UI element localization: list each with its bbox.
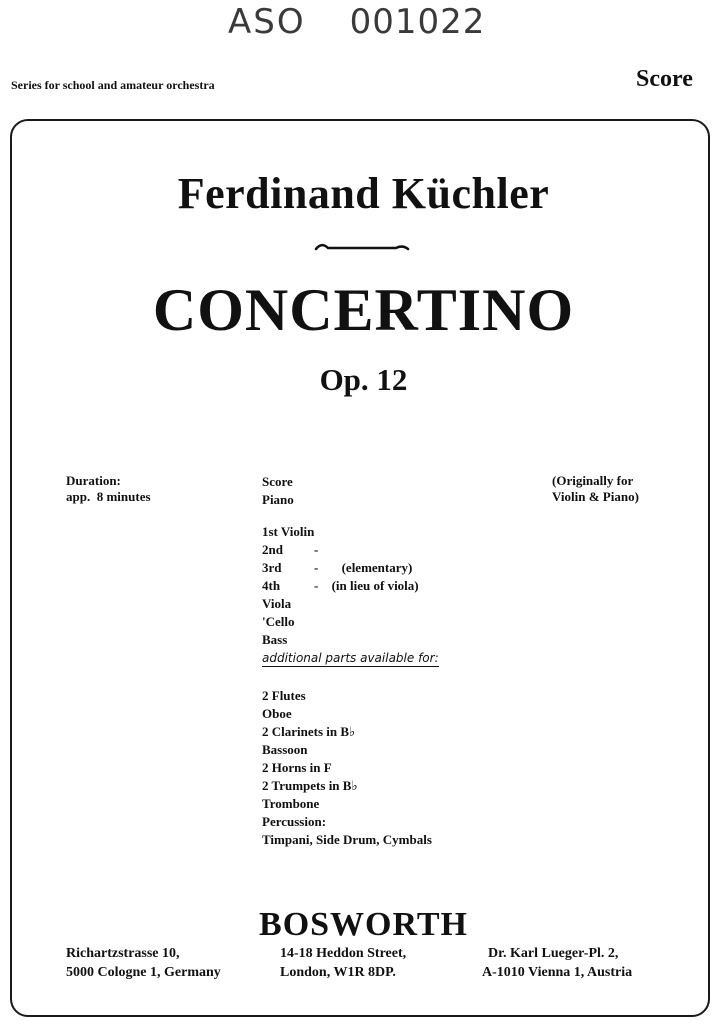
- original-note-line2: Violin & Piano): [552, 489, 639, 504]
- duration-block: [66, 473, 151, 505]
- part-viola: Viola: [262, 596, 292, 611]
- catalog-prefix: ASO: [228, 2, 306, 42]
- part-violin-4: [262, 578, 439, 596]
- part-violin-1: 1st Violin: [262, 524, 315, 539]
- part-violin-4-note: (in lieu of viola): [331, 578, 419, 593]
- part-violin-3-label: 3rd: [262, 560, 282, 575]
- duration-label: Duration:: [66, 473, 121, 488]
- address-line: Dr. Karl Lueger-Pl. 2,: [488, 946, 619, 961]
- duration-value: app. 8 minutes: [66, 489, 151, 504]
- catalog-number-stamp: [228, 2, 485, 42]
- additional-part: Percussion:: [262, 814, 327, 829]
- address-line: A-1010 Vienna 1, Austria: [482, 965, 633, 980]
- series-label: Series for school and amateur orchestra: [11, 78, 215, 92]
- publisher-address-london: [280, 944, 406, 982]
- part-cello: 'Cello: [262, 614, 295, 629]
- part-violin-2-label: 2nd: [262, 542, 283, 557]
- flourish-ornament: [312, 240, 412, 254]
- publisher-address-vienna: [482, 944, 632, 982]
- catalog-number: 001022: [349, 2, 486, 42]
- parts-list: [262, 474, 439, 850]
- original-note-line1: (Originally for: [552, 473, 634, 488]
- additional-part: Oboe: [262, 706, 292, 721]
- part-violin-2-dash: -: [314, 542, 319, 557]
- part-violin-4-dash: -: [314, 578, 319, 593]
- opus-number: Op. 12: [319, 362, 408, 397]
- edition-label: Score: [636, 66, 693, 92]
- address-line: 14-18 Heddon Street,: [280, 946, 407, 961]
- address-line: Richartzstrasse 10,: [66, 946, 180, 961]
- additional-part: Timpani, Side Drum, Cymbals: [262, 832, 432, 847]
- part-violin-4-label: 4th: [262, 578, 281, 593]
- publisher-name: BOSWORTH: [259, 906, 468, 943]
- work-title: CONCERTINO: [152, 277, 575, 343]
- part-violin-3-note: (elementary): [341, 560, 413, 575]
- additional-part: Trombone: [262, 796, 320, 811]
- part-bass: Bass: [262, 632, 288, 647]
- additional-part: 2 Clarinets in B♭: [262, 724, 356, 739]
- publisher-address-cologne: [66, 944, 221, 982]
- address-line: London, W1R 8DP.: [280, 965, 396, 980]
- additional-part: 2 Horns in F: [262, 760, 332, 775]
- part-piano: Piano: [262, 492, 294, 507]
- additional-part: 2 Flutes: [262, 688, 306, 703]
- part-score: Score: [262, 474, 293, 489]
- additional-part: Bassoon: [262, 742, 308, 757]
- part-violin-3-dash: -: [314, 560, 319, 575]
- address-line: 5000 Cologne 1, Germany: [66, 965, 221, 980]
- composer-name: Ferdinand Küchler: [177, 169, 550, 218]
- additional-part: 2 Trumpets in B♭: [262, 778, 358, 793]
- original-instrumentation-note: [552, 473, 639, 505]
- part-violin-3: [262, 560, 439, 578]
- additional-parts-heading: additional parts available for:: [262, 651, 439, 665]
- part-violin-2: [262, 542, 439, 560]
